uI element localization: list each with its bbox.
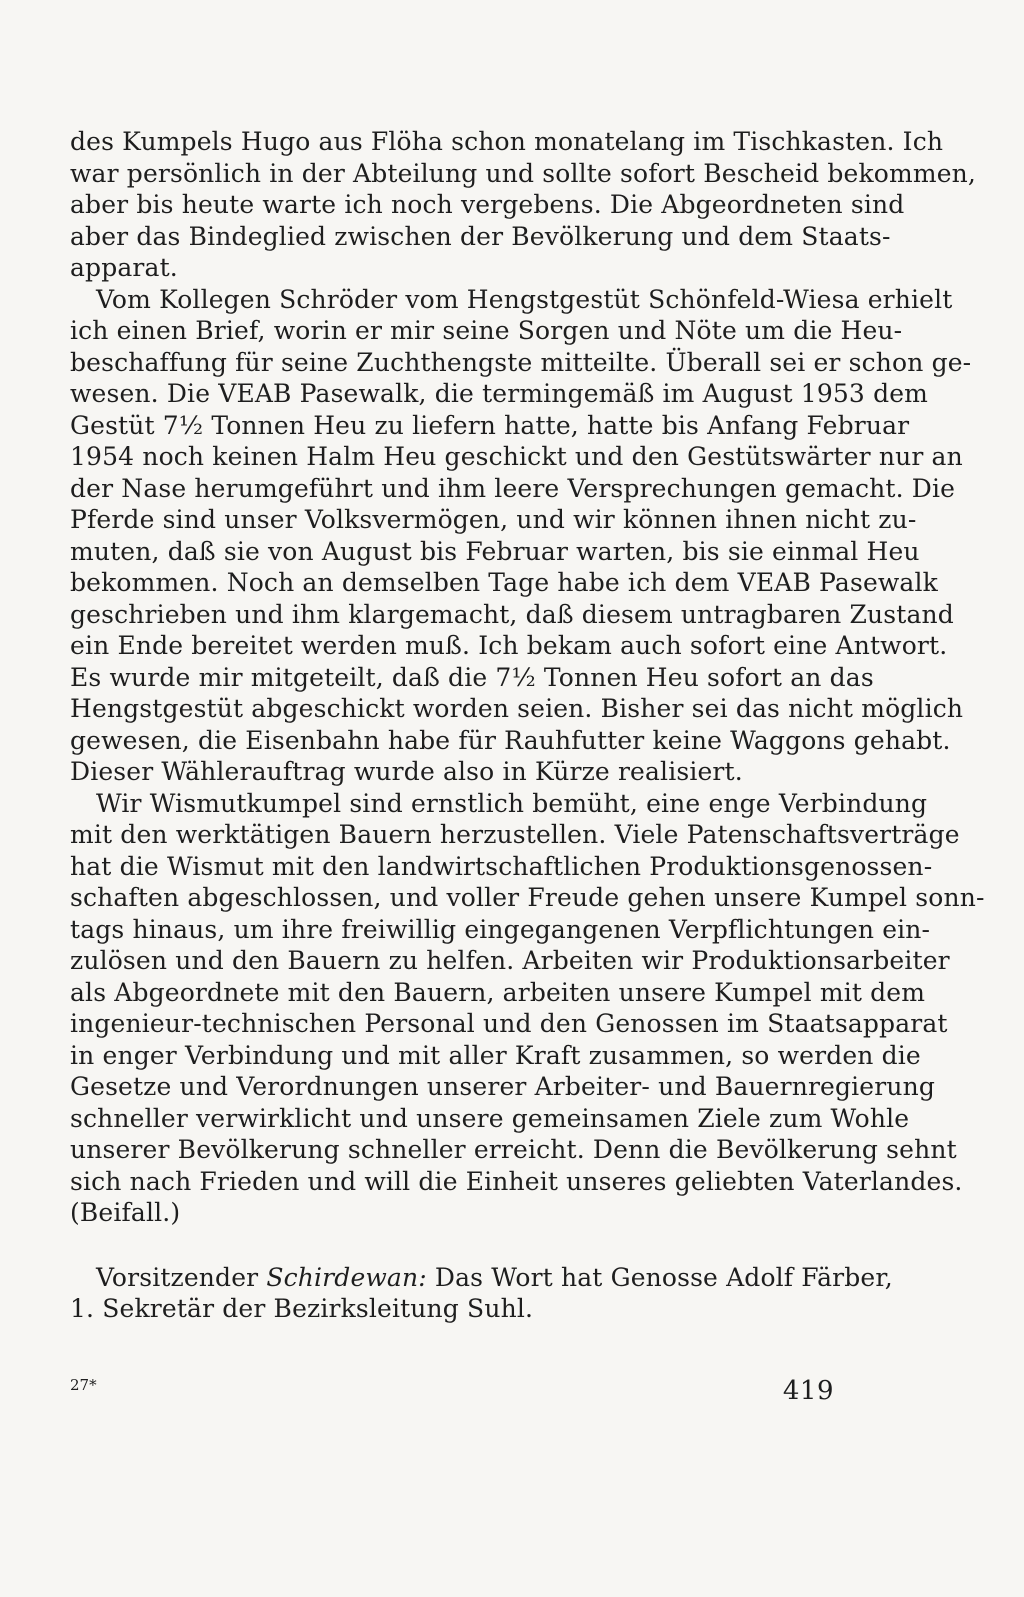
paragraph-1	[70, 126, 976, 284]
chair-remark-line-2: 1. Sekretär der Bezirksleitung Suhl.	[70, 1294, 534, 1323]
text-line: schneller verwirklicht und unsere gemeinsamen Ziele zum Wohle	[70, 1103, 910, 1133]
text-line: der Nase herumgeführt und ihm leere Versprechungen gemacht. Die	[70, 473, 956, 503]
text-line: wesen. Die VEAB Pasewalk, die termingemäß im August 1953 dem	[70, 379, 929, 408]
text-line: unserer Bevölkerung schneller erreicht. Denn die Bevölkerung sehnt	[70, 1135, 957, 1164]
paragraph-3	[70, 788, 985, 1229]
text-line: Pferde sind unser Volksvermögen, und wir können ihnen nicht zu-	[70, 505, 917, 534]
text-line: schaften abgeschlossen, und voller Freude gehen unsere Kumpel sonn-	[70, 883, 985, 912]
text-line: Gesetze und Verordnungen unserer Arbeiter- und Bauernregierung	[70, 1072, 935, 1101]
text-line: Dieser Wählerauftrag wurde also in Kürze realisiert.	[70, 757, 743, 786]
text-line: in enger Verbindung und mit aller Kraft zusammen, so werden die	[70, 1040, 921, 1070]
paragraph-gap	[70, 1229, 840, 1262]
text-line: als Abgeordnete mit den Bauern, arbeiten unsere Kumpel mit dem	[70, 977, 926, 1007]
text-line: sich nach Frieden und will die Einheit unseres geliebten Vaterlandes.	[70, 1166, 963, 1196]
text-line: bekommen. Noch an demselben Tage habe ich dem VEAB Pasewalk	[70, 568, 938, 597]
text-line: ingenieur-technischen Personal und den Genossen im Staatsapparat	[70, 1009, 948, 1038]
text-line: muten, daß sie von August bis Februar warten, bis sie einmal Heu	[70, 536, 920, 566]
text-line: hat die Wismut mit den landwirtschaftlichen Produktionsgenossen-	[70, 851, 933, 881]
paragraph-2	[70, 284, 972, 788]
text-line: zulösen und den Bauern zu helfen. Arbeiten wir Produktionsarbeiter	[70, 946, 950, 975]
sheet-signature: 27*	[70, 1376, 97, 1394]
chair-remark	[70, 1262, 893, 1325]
text-line: Hengstgestüt abgeschickt worden seien. Bisher sei das nicht möglich	[70, 694, 964, 723]
text-line: geschrieben und ihm klargemacht, daß diesem untragbaren Zustand	[70, 599, 954, 629]
speaker-name: Schirdewan:	[266, 1262, 427, 1292]
text-line: gewesen, die Eisenbahn habe für Rauhfutter keine Waggons gehabt.	[70, 725, 951, 755]
text-line: Es wurde mir mitgeteilt, daß die 7½ Tonnen Heu sofort an das	[70, 662, 874, 692]
chair-prefix: Vorsitzender	[96, 1262, 267, 1292]
text-line: tags hinaus, um ihre freiwillig eingegangenen Verpflichtungen ein-	[70, 914, 931, 944]
text-line: aber bis heute warte ich noch vergebens. Die Abgeordneten sind	[70, 190, 905, 219]
text-line: Vom Kollegen Schröder vom Hengstgestüt Schönfeld-Wiesa erhielt	[96, 284, 953, 314]
text-line: mit den werktätigen Bauern herzustellen. Viele Patenschaftsverträge	[70, 820, 960, 849]
text-line: Gestüt 7½ Tonnen Heu zu liefern hatte, hatte bis Anfang Februar	[70, 410, 910, 440]
chair-remark-line-1	[70, 1262, 893, 1294]
text-line: ein Ende bereitet werden muß. Ich bekam auch sofort eine Antwort.	[70, 631, 948, 660]
text-line: Wir Wismutkumpel sind ernstlich bemüht, eine enge Verbindung	[96, 788, 928, 818]
text-line: beschaffung für seine Zuchthengste mitteilte. Überall sei er schon ge-	[70, 347, 972, 377]
text-line: apparat.	[70, 253, 178, 282]
text-line: (Beifall.)	[70, 1198, 181, 1227]
text-line: ich einen Brief, worin er mir seine Sorgen und Nöte um die Heu-	[70, 316, 903, 345]
text-line: des Kumpels Hugo aus Flöha schon monatelang im Tischkasten. Ich	[70, 127, 944, 156]
body-text	[70, 126, 985, 1325]
text-line: aber das Bindeglied zwischen der Bevölkerung und dem Staats-	[70, 221, 891, 251]
chair-remark-text: Das Wort hat Genosse Adolf Färber,	[426, 1262, 893, 1292]
page-number: 419	[782, 1376, 834, 1406]
text-line: war persönlich in der Abteilung und sollte sofort Bescheid bekommen,	[70, 158, 976, 188]
text-line: 1954 noch keinen Halm Heu geschickt und den Gestütswärter nur an	[70, 442, 963, 471]
